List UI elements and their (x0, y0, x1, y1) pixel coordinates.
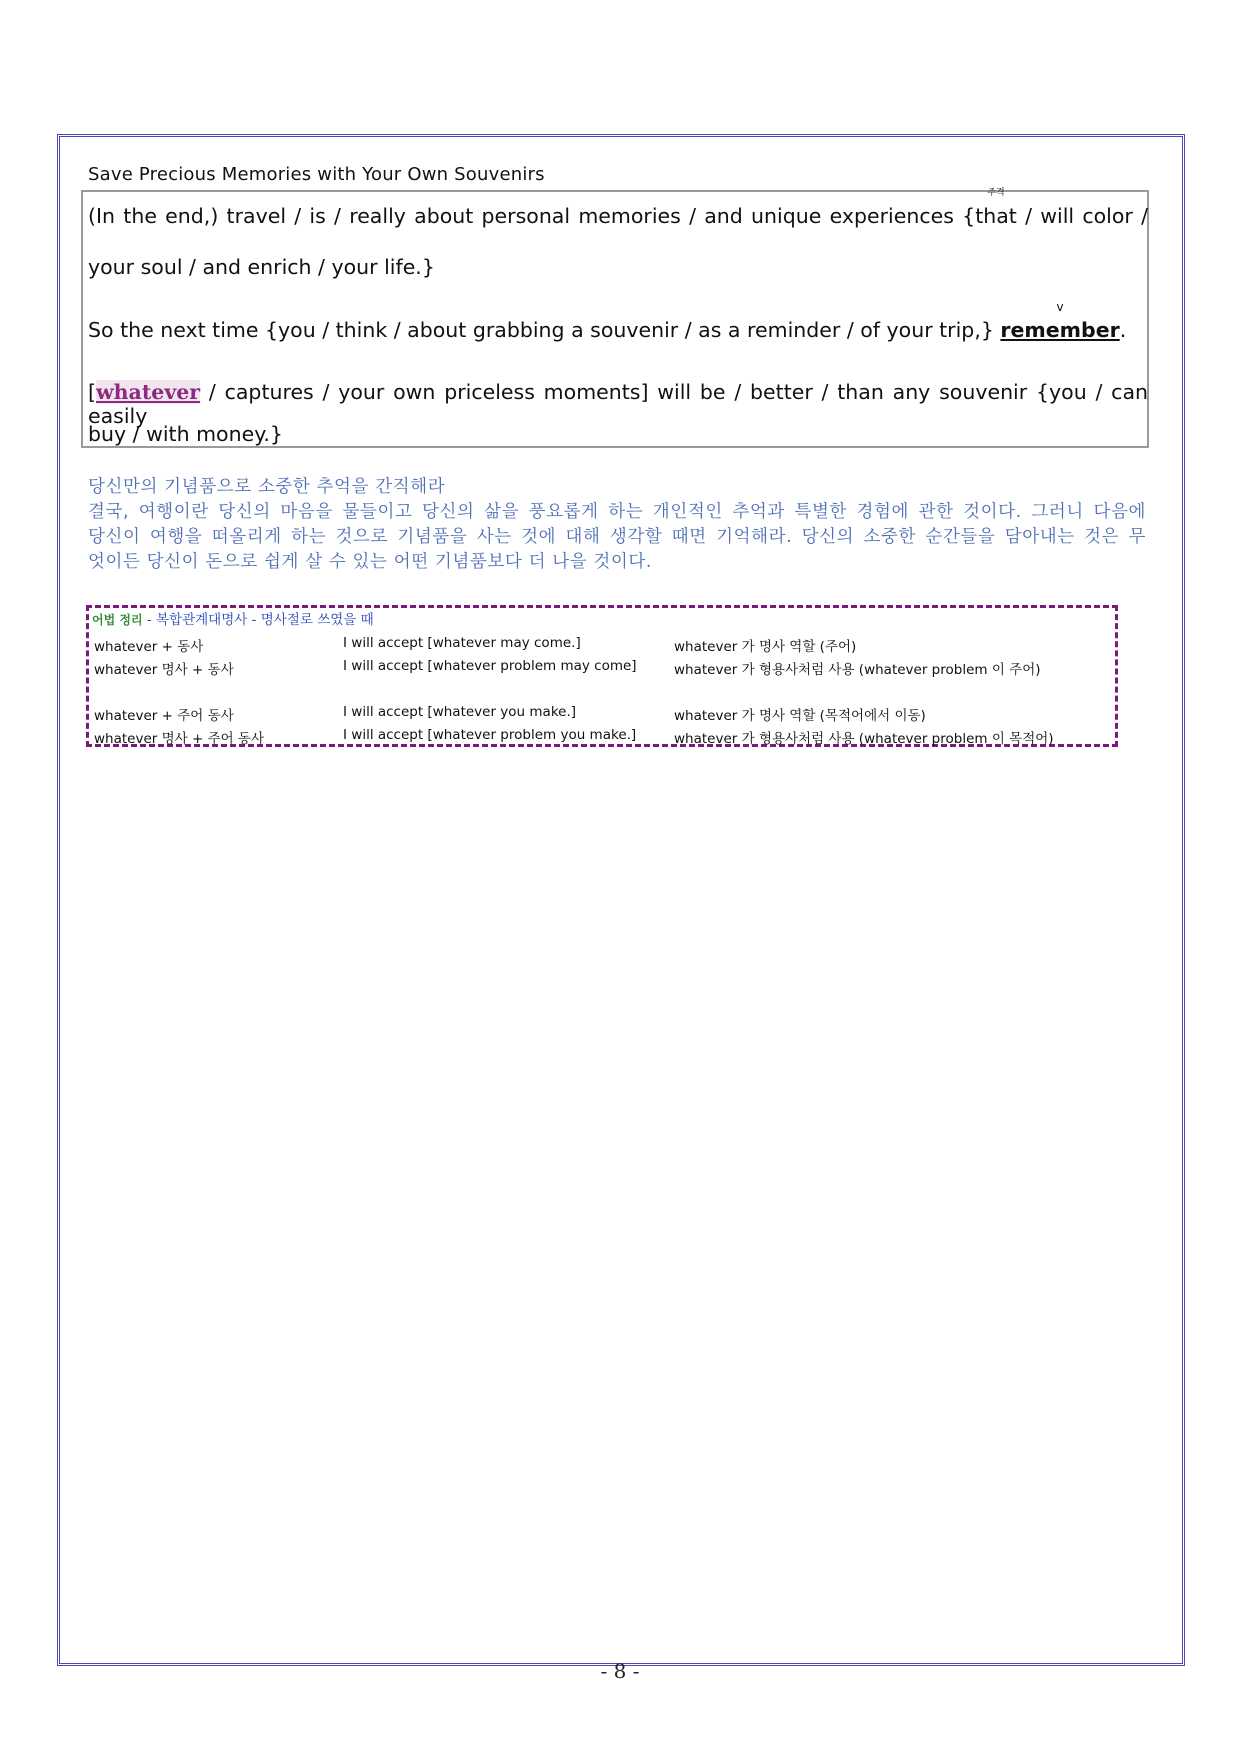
grammar-title (92, 608, 374, 628)
page-number: - 8 - (600, 1659, 640, 1683)
bracket-open: [ (88, 380, 96, 404)
that-text: that (975, 204, 1017, 228)
grammar-example: I will accept [whatever problem you make.] (343, 727, 637, 743)
passage-line-3a: So the next time {you / think / about grabbing a souvenir / as a reminder / of your trip,} (88, 318, 1001, 342)
passage-line-1a: (In the end,) travel / is / really about personal memories / and unique experiences { (88, 204, 976, 228)
grammar-note: whatever 가 명사 역할 (주어) (674, 639, 857, 655)
grammar-form: whatever + 동사 (94, 639, 204, 655)
passage-line-3 (88, 300, 1127, 342)
grammar-form: whatever + 주어 동사 (94, 708, 234, 724)
grammar-note: whatever 가 명사 역할 (목적어에서 이동) (674, 708, 926, 724)
grammar-head: 어법 정리 (92, 613, 143, 627)
passage-line-2: your soul / and enrich / your life.} (88, 255, 435, 279)
grammar-example: I will accept [whatever problem may come] (343, 658, 637, 674)
grammar-example: I will accept [whatever you make.] (343, 704, 577, 720)
whatever-highlight: whatever (96, 380, 201, 404)
passage-title: Save Precious Memories with Your Own Souvenirs (88, 164, 545, 185)
remember-text: remember (1000, 318, 1120, 342)
passage-line-4b: / captures / your own priceless moments] will be / better / than any souvenir {you / can easily (88, 380, 1148, 428)
grammar-form: whatever 명사 + 동사 (94, 662, 234, 678)
translation-line-1: 결국, 여행이란 당신의 마음을 물들이고 당신의 삶을 풍요롭게 하는 개인적인 추억과 특별한 경험에 관한 것이다. 그러니 다음에 (88, 502, 1146, 522)
grammar-example: I will accept [whatever may come.] (343, 635, 581, 651)
grammar-subtitle: - 복합관계대명사 - 명사절로 쓰였을 때 (142, 612, 374, 628)
translation-title: 당신만의 기념품으로 소중한 추억을 간직해라 (88, 477, 446, 497)
passage-line-5: buy / with money.} (88, 422, 283, 446)
passage-line-4 (88, 380, 1148, 428)
translation-line-2: 당신이 여행을 떠올리게 하는 것으로 기념품을 사는 것에 대해 생각할 때면 기억해라. 당신의 소중한 순간들을 담아내는 것은 무 (88, 527, 1146, 547)
grammar-form: whatever 명사 + 주어 동사 (94, 731, 265, 747)
grammar-note: whatever 가 형용사처럼 사용 (whatever problem 이 목적어) (674, 731, 1054, 747)
passage-line-1 (88, 188, 1148, 228)
passage-line-3b: . (1119, 318, 1127, 342)
that-note: 주격 (987, 188, 1005, 198)
remember-word (1000, 300, 1120, 342)
translation-line-3: 엇이든 당신이 돈으로 쉽게 살 수 있는 어떤 기념품보다 더 나을 것이다. (88, 552, 653, 572)
verb-mark: v (1056, 300, 1064, 314)
grammar-note: whatever 가 형용사처럼 사용 (whatever problem 이 주어) (674, 662, 1041, 678)
passage-line-1b: / will color / (1016, 204, 1148, 228)
that-word (975, 188, 1017, 228)
